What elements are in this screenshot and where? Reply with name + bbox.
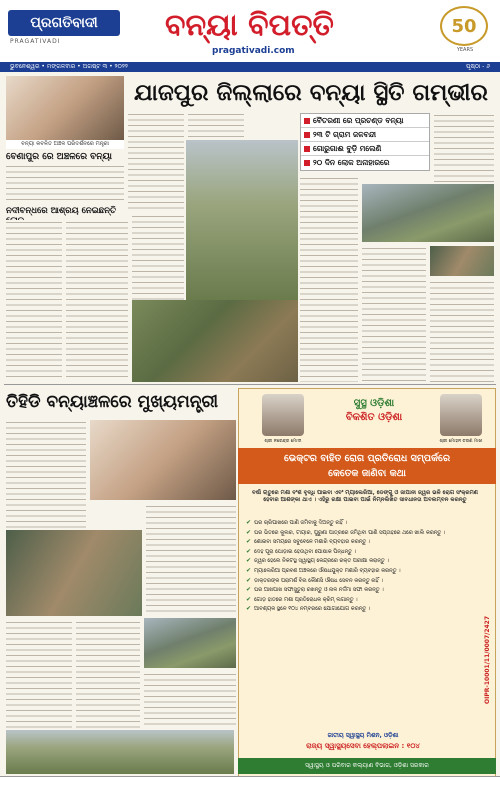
second-text-col-4 [76,620,140,728]
flood-river-photo [186,140,298,300]
helpline-text[interactable]: ରାଜ୍ୟ ସ୍ୱାସ୍ଥ୍ୟସେବା ହେଲ୍ପଲାଇନ : ୧୦୪ [306,742,420,750]
ad-band [238,448,496,484]
cm-meeting-photo [90,420,236,500]
advice-item: ✔ ଘର ଆଖପାଖ ସଫାସୁତୁରା ରଖନ୍ତୁ ଓ ନାଳ ନର୍ଦ୍ଦମା ସଫା କରନ୍ତୁ । [246,586,384,594]
cm-portrait [440,394,482,436]
article-text-col-7 [430,280,494,382]
second-text-col-3 [6,620,72,728]
second-text-col-2 [146,504,236,614]
bullet-square-icon [304,132,310,138]
article-text-col-left-1 [6,164,124,204]
lead-headline: ଯାଜପୁର ଜିଲ୍ଲାରେ ବନ୍ୟା ସ୍ଥିତି ଗମ୍ଭୀର [134,79,488,106]
advice-item: ✔ ଜ୍ୱର ହେଲେ ନିକଟସ୍ଥ ସ୍ୱାସ୍ଥ୍ୟ କେନ୍ଦ୍ରରେ ରକ୍ତ ପରୀକ୍ଷା କରାନ୍ତୁ । [246,557,389,565]
ad-code: OIPR-10001/11/0007/2427 [484,615,491,705]
pm-caption: ଶ୍ରୀ ନରେନ୍ଦ୍ର ମୋଦୀ [264,439,302,444]
site-url[interactable]: pragativadi.com [212,46,295,56]
check-icon: ✔ [246,595,252,603]
highlights-box [300,113,430,171]
people-photo [430,246,494,276]
article-text-col-3 [434,113,494,183]
highlight-item: ୨୩ ଟି ଗ୍ରାମ ଜଳବନ୍ଦୀ [301,128,429,142]
highlight-item: ୨୦ ଦିନ ଲୋକ ଅନାହାରରେ [301,156,429,170]
ad-bottom-text: ସ୍ୱାସ୍ଥ୍ୟ ଓ ପରିବାର କଲ୍ୟାଣ ବିଭାଗ, ଓଡ଼ିଶା ସରକାର [305,762,429,769]
sub-headline-1: ବେଣାପୁର ରେ ଅଞ୍ଚଳରେ ବନ୍ୟା [6,152,112,162]
advice-item: ✔ ଗୋଡ଼ ହାତରେ ମଶା ପ୍ରତିରୋଧକ କ୍ରିମ୍ ଲଗାନ୍ତୁ । [246,595,358,603]
sub-headline-2: ନଦୀବନ୍ଧରେ ଆଶ୍ରୟ ନେଇଛନ୍ତି [6,206,117,216]
advice-item: ✔ ମ୍ୟାଲେରିଆ ପ୍ରବଣ ଅଞ୍ଚଳରେ ଔଷଧଯୁକ୍ତ ମଶାରି ବ୍ୟବହାର କରନ୍ତୁ । [246,566,401,574]
anniversary-sub: YEARS [456,47,474,53]
minister-photo [6,76,124,140]
section-banner: ବନ୍ୟା ବିପତ୍ତି [165,8,334,43]
page-footer [0,776,500,788]
check-icon: ✔ [246,519,252,526]
advice-item: ✔ ଘର ଚାରିପାଖରେ ପାଣି ଜମିବାକୁ ଦିଅନ୍ତୁ ନାହିଁ । [246,519,347,526]
pm-portrait [262,394,304,436]
check-icon: ✔ [246,605,252,613]
newspaper-logo[interactable]: ପ୍ରଗତିବାଦୀ [8,10,120,36]
flood-area-photo [144,618,236,668]
check-icon: ✔ [246,586,252,594]
advice-item: ✔ ଘର ଭିତରେ କୁଲର, ଟାୟାର, ପୁରୁଣା ପାତ୍ରରେ ଜମିଥିବା ପାଣି ସପ୍ତାହରେ ଥରେ ଖାଲି କରନ୍ତୁ । [246,528,446,536]
ad-intro: ବର୍ଷା ଋତୁରେ ମଶା ବଂଶ ବୃଦ୍ଧି ପାଇବା ଏବଂ ମ୍ୟାଲେରିଆ, ଡେଙ୍ଗୁ ଓ ଜାପାନୀ ଜ୍ୱର ଭଳି ରୋଗ ସଂକ୍ରମଣ ହେବାର ଆଶଙ୍କା ଥାଏ । ଏହିରୁ ରକ୍ଷା ପାଇବା ପାଇଁ ନିମ୍ନଲିଖିତ ସାବଧାନତା ଅବଲମ୍ବନ କରନ୍ତୁ [251,490,479,503]
second-text-col-1 [6,420,86,528]
advice-item: ✔ ଦେହ ପୂରା ଘୋଡ଼ାଇ ହେଉଥିବା ପୋଷାକ ପିନ୍ଧନ୍ତୁ । [246,547,356,555]
ad-title-line1: ସୁସ୍ଥ ଓଡ଼ିଶା [353,398,395,409]
section-divider [4,384,496,385]
bullet-square-icon [304,118,310,124]
check-icon: ✔ [246,528,252,536]
check-icon: ✔ [246,538,252,546]
dateline-date: ଭୁବନେଶ୍ୱର • ମଙ୍ଗଳବାର • ଅଗଷ୍ଟ ୩ • ୨୦୨୨ [10,63,128,70]
ad-footer-line1: ଜାତୀୟ ସ୍ୱାସ୍ଥ୍ୟ ମିଶନ, ଓଡ଼ିଶା [327,732,399,739]
check-icon: ✔ [246,566,252,574]
landscape-photo [6,730,234,774]
advice-item: ✔ ଆବଶ୍ୟକ ସ୍ଥଳେ ୧୦୪ ନମ୍ବରରେ ଯୋଗାଯୋଗ କରନ୍ତୁ । [246,605,371,613]
ad-band-line2: କେତେକ ଜାଣିବା କଥା [328,468,406,479]
relief-camp-photo [362,184,494,242]
anniversary-badge: 50 [440,6,488,46]
highlight-item: ଗୋରୁଗାଈ ବୁଡ଼ି ମଲେଣି [301,142,429,156]
ad-title-line2: ବିକଶିତ ଓଡ଼ିଶା [345,412,403,423]
ad-advice-list [246,520,480,613]
dateline-bar [0,62,500,72]
advice-item: ✔ ଶୋଇବା ସମୟରେ ସବୁବେଳେ ମଶାରି ବ୍ୟବହାର କରନ୍ତୁ । [246,538,371,546]
crowd-photo [132,300,298,382]
highlight-item: ବୈତରଣୀ ରେ ପ୍ରଚଣ୍ଡ ବନ୍ୟା [301,114,429,128]
ad-band-line1: ଭେକ୍ଟର ବାହିତ ରୋଗ ପ୍ରତିରୋଧ ସମ୍ପର୍କରେ [283,453,451,464]
check-icon: ✔ [246,547,252,555]
article-text-col-6 [362,246,426,382]
cm-caption: ଶ୍ରୀ ମୋହନ ଚରଣ ମାଝୀ [439,439,483,444]
ad-bottom-band [238,758,496,774]
check-icon: ✔ [246,576,252,584]
second-headline: ତିହିଡି ବନ୍ୟାଞ୍ଚଳରେ ମୁଖ୍ୟମନ୍ତ୍ରୀ [6,392,219,412]
bullet-square-icon [304,146,310,152]
article-text-col-left-2 [6,220,62,380]
page-number: ପୃଷ୍ଠା - ୬ [465,63,490,70]
cm-event-photo [6,530,142,616]
photo-caption: ବନ୍ୟା କବଳିତ ଅଞ୍ଚଳ ପରିଦର୍ଶନରେ ମନ୍ତ୍ରୀ [6,140,124,149]
check-icon: ✔ [246,557,252,565]
logo-subtitle: PRAGATIVADI [10,38,61,45]
bullet-square-icon [304,160,310,166]
second-text-col-5 [144,672,236,728]
advice-item: ✔ ଡାକ୍ତରଙ୍କ ପରାମର୍ଶ ବିନା କୌଣସି ଔଷଧ ସେବନ କରନ୍ତୁ ନାହିଁ । [246,576,383,584]
article-text-col-1 [128,112,184,212]
article-text-col-left-3 [66,220,128,380]
article-text-col-5 [300,176,358,382]
